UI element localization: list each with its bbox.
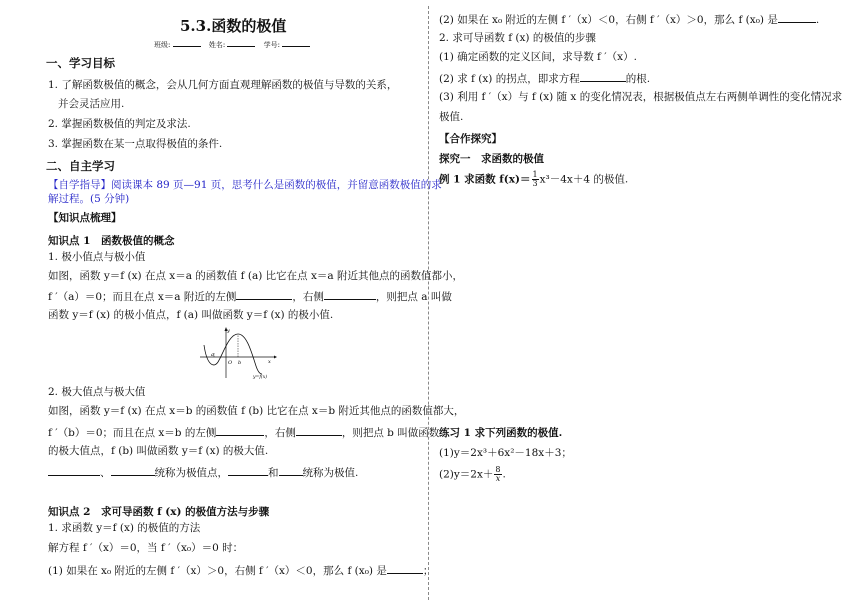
y-label: y: [227, 328, 230, 334]
step-1: (1) 确定函数的定义区间，求导数 f ′（x）.: [439, 51, 637, 63]
kp1-p1: 如图，函数 y＝f (x) 在点 x＝a 的函数值 f (a) 比它在点 x＝a 附近其他点的函数值都小，: [48, 270, 464, 282]
section-title-goals: 一、学习目标: [46, 56, 115, 70]
kp1-p3-seg2: 统称为极值点，: [154, 467, 228, 479]
column-divider: [428, 6, 430, 600]
practice-1-item-2: [439, 466, 506, 483]
name-blank: [227, 39, 255, 47]
kp2-sub1: 1. 求函数 y＝f (x) 的极值的方法: [48, 522, 201, 534]
practice-1-title: [439, 426, 562, 440]
class-blank: [173, 39, 201, 47]
right-side-blank: [324, 288, 376, 300]
step-2-condition: [439, 11, 819, 27]
step-2-seg1: (2) 求 f (x) 的拐点，即求方程: [439, 73, 580, 85]
kp1-p2-seg2: ，右侧: [264, 427, 296, 439]
x-axis-arrow: [274, 356, 277, 359]
blank-2: [111, 464, 155, 476]
step-2: [439, 70, 650, 86]
kp1-p2-seg1: f ′（b）＝0；而且在点 x＝b 的左侧: [48, 427, 217, 439]
self-study-guide: 【自学指导】阅读课本 89 页—91 页，思考什么是函数的极值，并留意函数极值的求: [48, 179, 442, 191]
example-1: [439, 171, 628, 188]
kp1-p2-line2: [48, 424, 439, 440]
function-graph: [196, 326, 278, 380]
cooperative-heading: 【合作探究】: [439, 133, 502, 145]
frac-den: 3: [532, 179, 538, 188]
blank-1: [48, 464, 100, 476]
kp1-p3-seg3: 和: [268, 467, 279, 479]
page-title: 5.3.函数的极值: [180, 17, 287, 35]
origin-label: O: [228, 360, 233, 366]
kp1-sub2: 2. 极大值点与极大值: [48, 386, 146, 398]
kp1-p2-line3: 的极大值点，f (b) 叫做函数 y＝f (x) 的极大值.: [48, 445, 269, 457]
blank-3: [228, 464, 268, 476]
kp1-p2-seg3: ，则把点 b 叫做函数: [341, 427, 440, 439]
curve-label: y=f(x): [253, 375, 268, 380]
steps-title: 2. 求可导函数 f (x) 的极值的步骤: [439, 32, 596, 44]
goal-2: 2. 掌握函数极值的判定及求法.: [48, 118, 191, 130]
knowledge-heading: 【知识点梳理】: [48, 212, 122, 224]
kp2-p2-seg1: (1) 如果在 x₀ 附近的左侧 f ′（x）＞0，右侧 f ′（x）＜0，那么 f (x₀) 是: [48, 565, 387, 577]
kp1-p1-line3: 函数 y＝f (x) 的极小值点，f (a) 叫做函数 y＝f (x) 的极小值.: [48, 309, 334, 321]
kp2-p2-seg2: ；: [422, 565, 434, 577]
max-value-blank: [387, 562, 423, 574]
id-blank: [282, 39, 310, 47]
left-side-blank-2: [216, 424, 264, 436]
practice-1-item-1: (1)y＝2x³＋6x²－18x＋3；: [439, 447, 572, 459]
step-3: (3) 利用 f ′（x）与 f (x) 随 x 的变化情况表，根据极值点左右两侧单调性的变化情况求: [439, 91, 843, 103]
practice-1-text: 练习 1 求下列函数的极值.: [439, 427, 563, 439]
self-study-guide-cont: 解过程。(5 分钟): [48, 193, 130, 205]
goal-1: 1. 了解函数极值的概念，会从几何方面直观理解函数的极值与导数的关系，: [48, 79, 398, 91]
name-label: 姓名:: [208, 41, 226, 49]
a-label: a: [211, 352, 214, 358]
kp1-p1-seg2: ，右侧: [292, 291, 324, 303]
class-label: 班级:: [154, 41, 171, 49]
min-value-blank: [778, 11, 816, 23]
fraction-8-over-x: [494, 466, 501, 483]
kp2-p1: 解方程 f ′（x）＝0，当 f ′（x₀）＝0 时：: [48, 542, 244, 554]
kp1-p3-seg1: 、: [100, 467, 111, 479]
right-side-blank-2: [296, 424, 342, 436]
explore-1-title: 探究一 求函数的极值: [439, 153, 544, 165]
frac-num-8: 8: [495, 465, 501, 474]
practice-1-item-2-seg1: (2)y＝2x＋: [439, 468, 494, 481]
fraction-one-third: [532, 171, 539, 188]
kp1-title: 知识点 1 函数极值的概念: [48, 235, 175, 247]
section-title-self-study: 二、自主学习: [46, 159, 115, 173]
kp2-p2: [48, 562, 433, 578]
kp1-p1-line2: [48, 288, 452, 304]
r-p1-seg2: .: [815, 14, 820, 26]
kp1-p2: 如图，函数 y＝f (x) 在点 x＝b 的函数值 f (b) 比它在点 x＝b 附近其他点的函数值都大，: [48, 405, 465, 417]
kp1-p3: [48, 464, 358, 480]
practice-1-item-2-seg2: .: [502, 468, 506, 481]
kp1-p1-seg3: ，则把点 a 叫做: [375, 291, 452, 303]
kp2-title: 知识点 2 求可导函数 f (x) 的极值方法与步骤: [48, 506, 270, 518]
equation-blank: [580, 70, 626, 82]
kp1-p3-seg4: 统称为极值.: [302, 467, 359, 479]
example-1-seg1: 例 1 求函数 f(x)＝: [439, 173, 531, 186]
kp1-p1-seg1: f ′（a）＝0；而且在点 x＝a 附近的左侧: [48, 291, 237, 303]
goal-1-cont: 并会灵活应用.: [58, 98, 125, 110]
frac-den-x: x: [495, 474, 501, 483]
id-label: 学号:: [263, 41, 281, 49]
header-fields: [154, 39, 310, 50]
r-p1-seg1: (2) 如果在 x₀ 附近的左侧 f ′（x）＜0，右侧 f ′（x）＞0，那么 f (x₀) 是: [439, 14, 778, 26]
step-2-seg2: 的根.: [625, 73, 651, 85]
example-1-seg2: x³－4x＋4 的极值.: [539, 173, 629, 186]
left-side-blank: [236, 288, 292, 300]
x-label: x: [268, 359, 271, 365]
blank-4: [279, 464, 303, 476]
b-label: b: [238, 360, 242, 366]
step-3-cont: 极值.: [439, 111, 464, 123]
frac-num: 1: [532, 170, 538, 179]
goal-3: 3. 掌握函数在某一点取得极值的条件.: [48, 138, 223, 150]
kp1-sub1: 1. 极小值点与极小值: [48, 251, 146, 263]
